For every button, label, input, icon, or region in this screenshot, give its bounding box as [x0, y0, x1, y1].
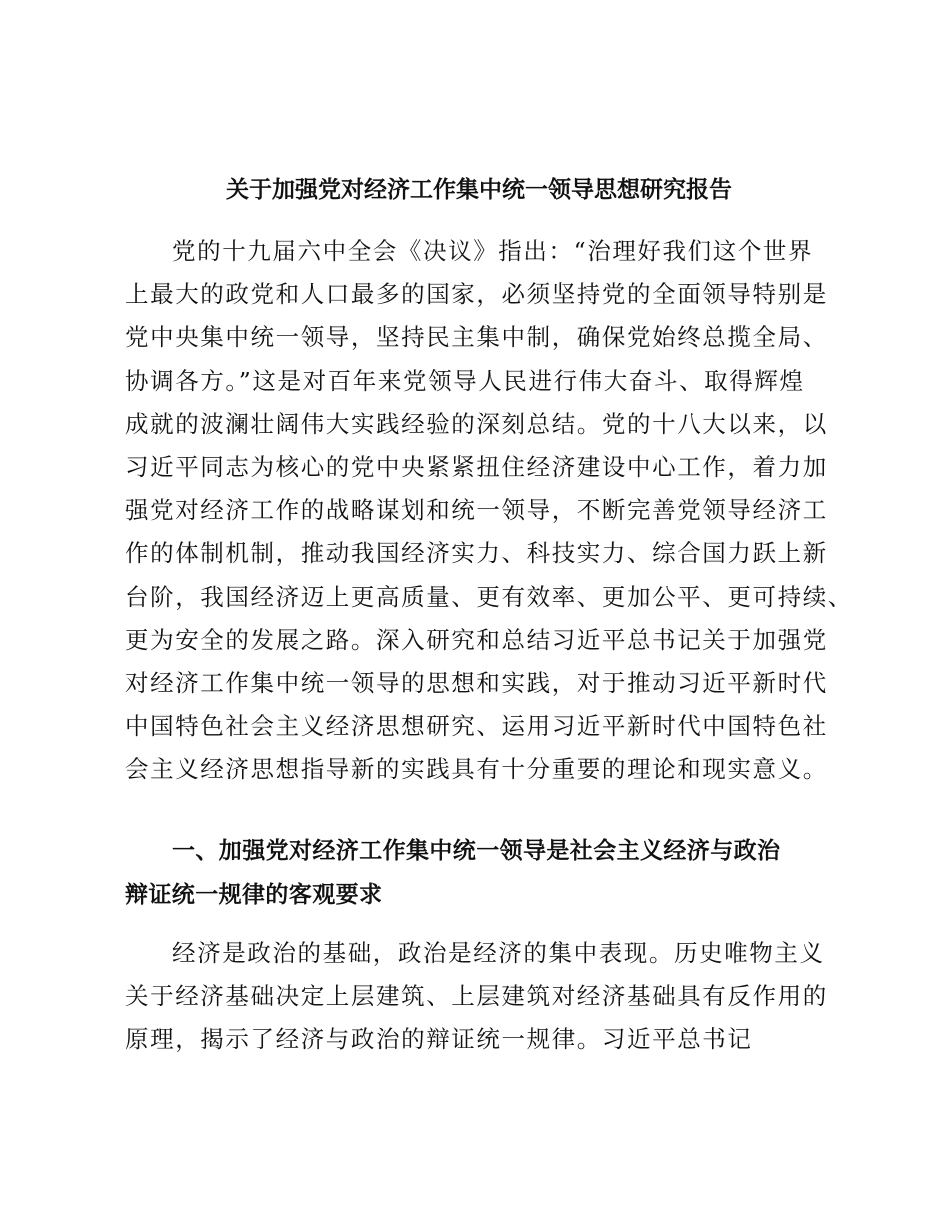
paragraph-line: 会主义经济思想指导新的实践具有十分重要的理论和现实意义。: [125, 755, 828, 784]
heading-line: 辩证统一规律的客观要求: [125, 882, 383, 908]
paragraph-line: 对经济工作集中统一领导的思想和实践，对于推动习近平新时代: [125, 669, 828, 698]
paragraph-line: 强党对经济工作的战略谋划和统一领导，不断完善党领导经济工: [125, 496, 828, 525]
heading-line: 一、加强党对经济工作集中统一领导是社会主义经济与政治: [172, 838, 781, 864]
paragraph-line: 习近平同志为核心的党中央紧紧扭住经济建设中心工作，着力加: [125, 453, 828, 482]
paragraph-line: 中国特色社会主义经济思想研究、运用习近平新时代中国特色社: [125, 712, 828, 741]
section-heading-1: [125, 829, 833, 917]
paragraph-line: 台阶，我国经济迈上更高质量、更有效率、更加公平、更可持续、: [125, 582, 853, 611]
paragraph-line: 成就的波澜壮阔伟大实践经验的深刻总结。党的十八大以来，以: [125, 409, 828, 438]
paragraph-intro: [125, 230, 853, 792]
paragraph-line: 关于经济基础决定上层建筑、上层建筑对经济基础具有反作用的: [125, 982, 828, 1011]
paragraph-line: 经济是政治的基础，政治是经济的集中表现。历史唯物主义: [172, 939, 825, 967]
paragraph-line: 作的体制机制，推动我国经济实力、科技实力、综合国力跃上新: [125, 539, 828, 568]
paragraph-line: 党中央集中统一领导，坚持民主集中制，确保党始终总揽全局、: [125, 323, 828, 352]
paragraph-line: 更为安全的发展之路。深入研究和总结习近平总书记关于加强党: [125, 625, 828, 654]
document-title: 关于加强党对经济工作集中统一领导思想研究报告: [226, 176, 732, 203]
paragraph-section1: [125, 932, 833, 1062]
paragraph-line: 上最大的政党和人口最多的国家，必须坚持党的全面领导特别是: [125, 280, 828, 309]
paragraph-line: 协调各方。”这是对百年来党领导人民进行伟大奋斗、取得辉煌: [125, 366, 805, 395]
paragraph-line: 党的十九届六中全会《决议》指出：“治理好我们这个世界: [172, 237, 814, 265]
paragraph-line: 原理，揭示了经济与政治的辩证统一规律。习近平总书记: [125, 1025, 753, 1054]
